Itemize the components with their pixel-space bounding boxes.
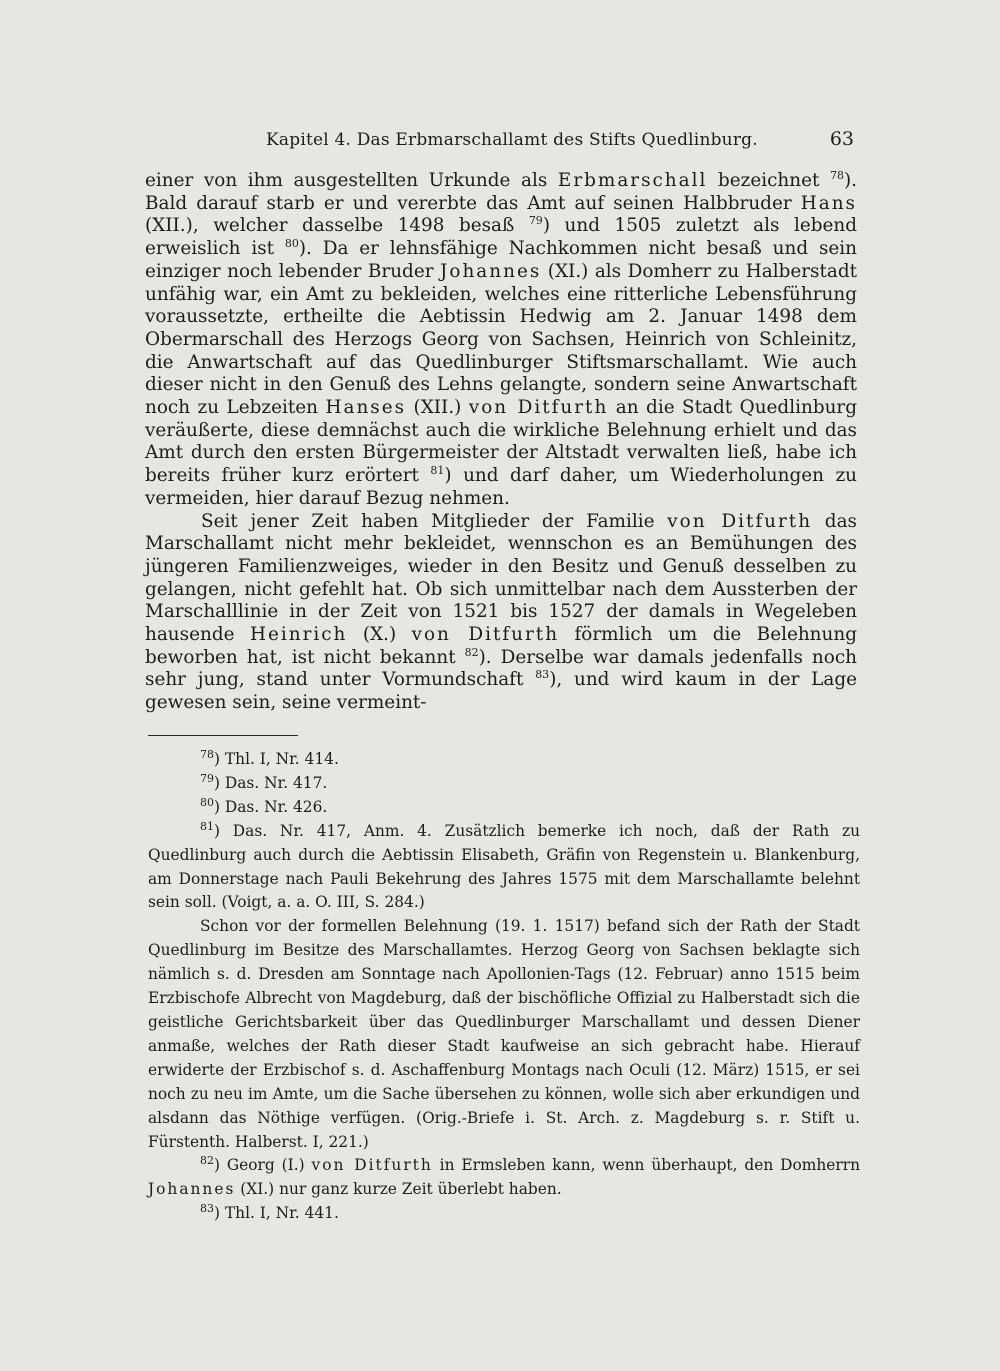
text-run: ). Derselbe war damals jedenfalls noch sehr jung, stand unter Vormundschaft: [145, 646, 857, 691]
footnote-number: 83: [200, 1202, 214, 1216]
spaced-name: Heinrich: [249, 624, 348, 646]
footnote-number: 82: [200, 1154, 214, 1168]
text-run: (X.): [347, 624, 412, 646]
footnote-separator: [148, 735, 298, 736]
spaced-name: Johannes: [440, 260, 542, 282]
text-run: Seit jener Zeit haben Mitglieder der Familie: [201, 510, 668, 532]
footnote-number: 80: [200, 795, 214, 809]
text-run: ) und darf daher, um Wiederholungen zu vermeiden, hier darauf Bezug nehmen.: [145, 465, 857, 509]
footnote: [148, 772, 860, 796]
footnote: [148, 1154, 860, 1202]
spaced-name: von Ditfurth: [411, 624, 560, 646]
text-run: ). Da er lehnsfähige Nachkommen nicht besaß und sein einziger noch lebender Bruder: [145, 238, 857, 282]
paragraph: [145, 170, 857, 511]
text-run: ). Bald darauf starb er und vererbte das Amt auf seinen Halbbruder: [145, 170, 857, 214]
page-header: [148, 130, 854, 160]
footnote-ref: 79: [528, 214, 543, 228]
text-run: (XII.), welcher dasselbe 1498 besaß: [145, 215, 529, 237]
spaced-name: von Ditfurth: [311, 1156, 433, 1175]
footnote: [148, 796, 860, 820]
footnote-text: (XI.) nur ganz kurze Zeit überlebt haben.: [235, 1180, 562, 1199]
footnote-ref: 80: [284, 236, 299, 250]
spaced-name: von Ditfurth: [667, 510, 813, 532]
text-run: ), und wird kaum in der Lage gewesen sein, seine vermeint-: [145, 669, 857, 714]
footnote-number: 79: [200, 771, 214, 785]
footnotes: [148, 748, 860, 1226]
text-run: förmlich um die Belehnung beworben hat, ist nicht bekannt: [145, 624, 857, 668]
text-run: das Marschallamt nicht mehr bekleidet, wennschon es an Bemühungen des jüngeren Familienzweiges, wieder in den Besitz und Genuß desselben zu gelangen, nicht gefehlt hat. Ob sich unmittelbar nach dem Aussterben der Marschalllinie in der Zeit von 1521 bis 1527 der damals in Wegeleben hausende: [145, 510, 857, 646]
main-text: [145, 170, 857, 715]
footnote-text: ) Das. Nr. 417, Anm. 4. Zusätzlich bemerke ich noch, daß der Rath zu Quedlinburg auch durch die Aebtissin Elisabeth, Gräfin von Regenstein u. Blankenburg, am Donnerstage nach Pauli Bekehrung des Jahres 1575 mit dem Marschallamte belehnt sein soll. (Voigt, a. a. O. III, S. 284.): [148, 821, 860, 912]
footnote: [148, 820, 860, 916]
spaced-name: Hanses: [325, 397, 407, 419]
spaced-name: Johannes: [148, 1180, 236, 1199]
spaced-name: Erbmarschall: [557, 170, 708, 191]
footnote-number: 78: [200, 747, 214, 761]
text-run: bezeichnet: [707, 170, 830, 191]
footnote-ref: 78: [829, 168, 844, 182]
paragraph: [145, 511, 857, 715]
spaced-name: von Ditfurth: [468, 397, 609, 419]
footnote-text: ) Das. Nr. 417.: [214, 773, 328, 792]
text-run: (XI.) als Domherr zu Halberstadt unfähig war, ein Amt zu bekleiden, welches eine ritterliche Lebensführung voraussetzte, ertheilte die Aebtissin Hedwig am 2. Januar 1498 dem Obermarschall des Herzogs Georg von Sachsen, Heinrich von Schleinitz, die Anwartschaft auf das Quedlinburger Stiftsmarschallamt. Wie auch dieser nicht in den Genuß des Lehns gelangte, sondern seine Anwartschaft noch zu Lebzeiten: [145, 260, 858, 419]
footnote: [148, 1202, 860, 1226]
text-run: ) und 1505 zuletzt als lebend erweislich ist: [145, 215, 857, 260]
text-run: (XII.): [406, 397, 469, 419]
footnote-continuation: Schon vor der formellen Belehnung (19. 1. 1517) befand sich der Rath der Stadt Quedlinburg im Besitze des Marschallamtes. Herzog Georg von Sachsen beklagte sich nämlich s. d. Dresden am Sonntage nach Apollonien-Tags (12. Februar) anno 1515 beim Erzbischofe Albrecht von Magdeburg, daß der bischöfliche Offizial zu Halberstadt sich die geistliche Gerichtsbarkeit über das Quedlinburger Marschallamt und dessen Diener anmaße, welches der Rath dieser Stadt kaufweise an sich gebracht habe. Hierauf erwiderte der Erzbischof s. d. Aschaffenburg Montags nach Oculi (12. März) 1515, er sei noch zu neu im Amte, um die Sache übersehen zu können, wolle sich aber erkundigen und alsdann das Nöthige verfügen. (Orig.-Briefe i. St. Arch. z. Magdeburg s. r. Stift u. Fürstenth. Halberst. I, 221.): [148, 917, 860, 1151]
footnote-text: ) Das. Nr. 426.: [214, 797, 328, 816]
page-number: 63: [829, 128, 854, 150]
footnote: [148, 748, 860, 772]
spaced-name: Hans: [800, 192, 857, 214]
footnote-text: ) Thl. I, Nr. 441.: [214, 1204, 339, 1223]
footnote-text: ) Georg (I.): [214, 1156, 312, 1175]
text-run: einer von ihm ausgestellten Urkunde als: [145, 170, 558, 191]
footnote-ref: 82: [464, 645, 479, 659]
footnote-text: in Ermsleben kann, wenn überhaupt, den Domherrn: [432, 1156, 860, 1175]
running-title: Kapitel 4. Das Erbmarschallamt des Stifts Quedlinburg.: [266, 130, 758, 150]
text-run: an die Stadt Quedlinburg veräußerte, diese demnächst auch die wirkliche Belehnung erhielt und das Amt durch den ersten Bürgermeister der Altstadt verwalten ließ, habe ich bereits früher kurz erörtert: [145, 397, 857, 487]
footnote-number: 81: [200, 819, 214, 833]
footnote-ref: 83: [535, 668, 550, 682]
footnote-text: ) Thl. I, Nr. 414.: [214, 750, 339, 768]
footnote-ref: 81: [430, 464, 445, 478]
